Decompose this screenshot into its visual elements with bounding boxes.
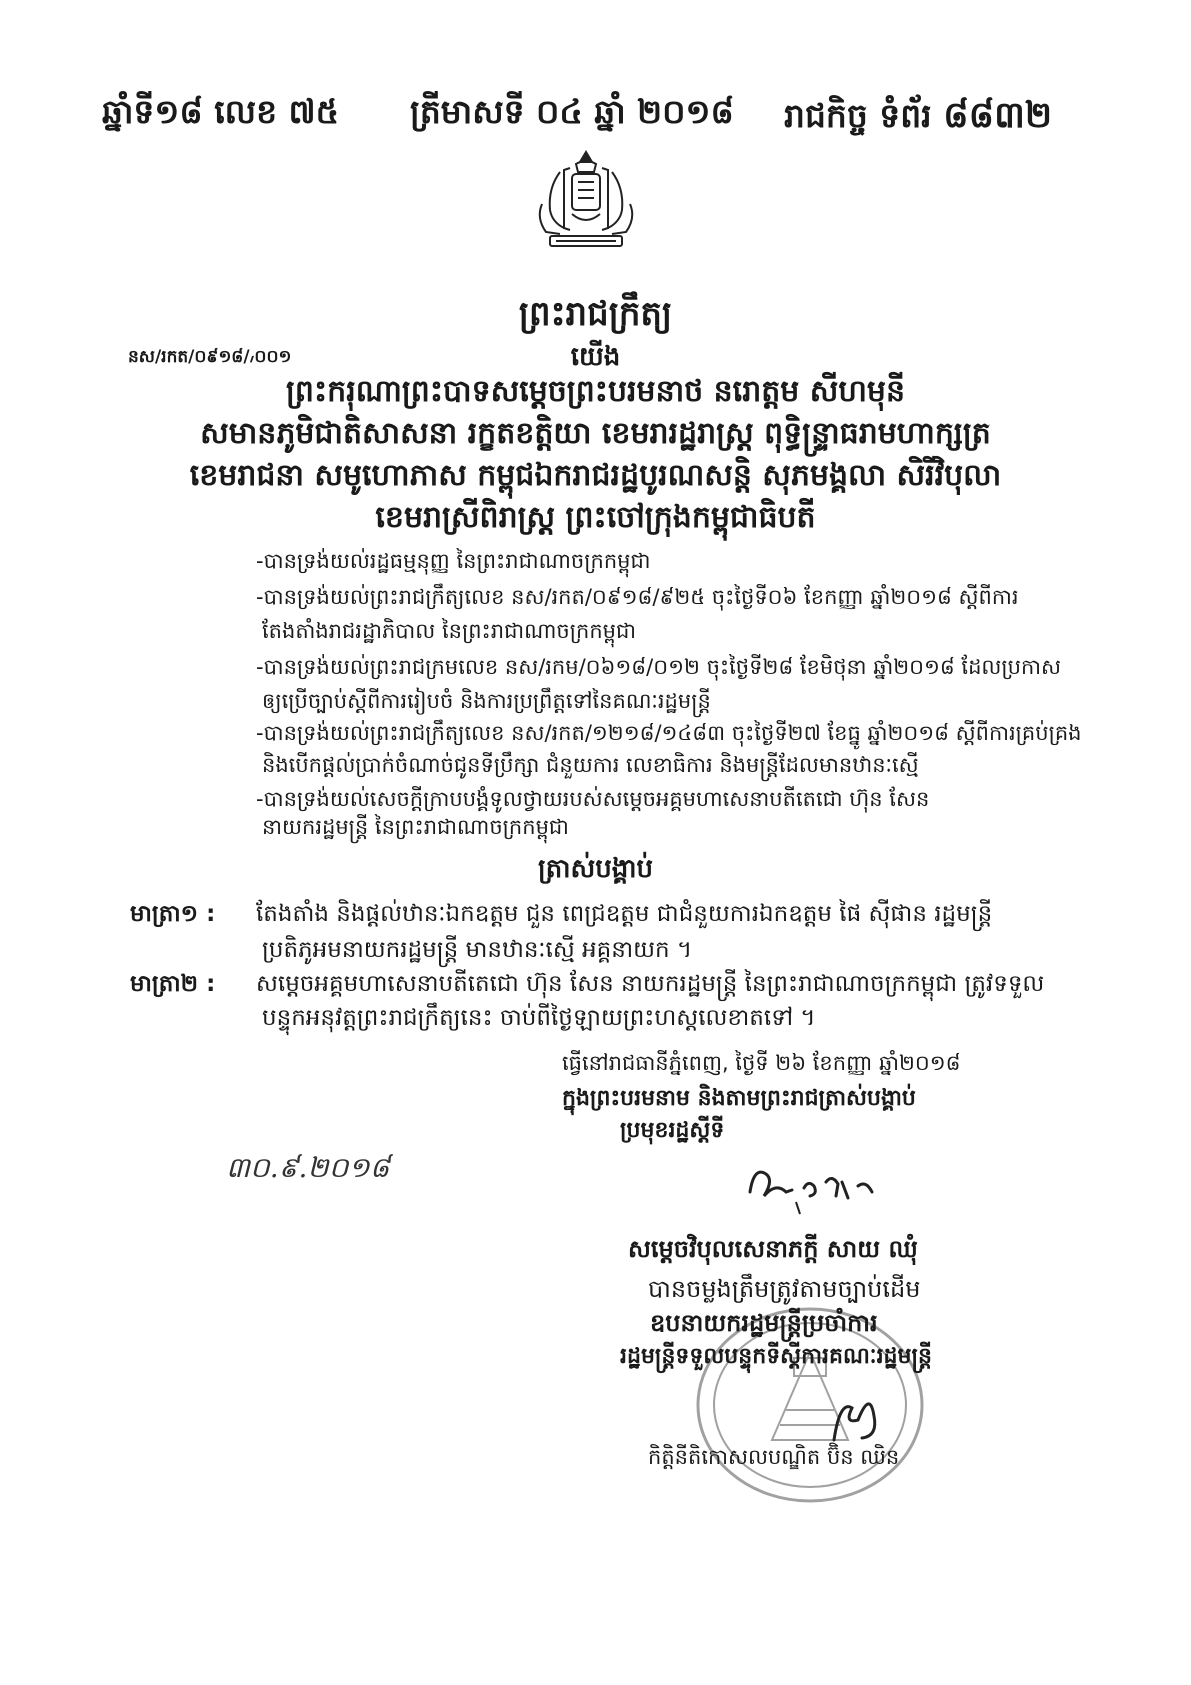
header-year-issue: ឆ្នាំទី១៨ លេខ ៧៥: [102, 92, 339, 131]
consideration-4-line-2: និងបើកផ្តល់ប្រាក់ចំណាច់ជូនទីប្រឹក្សា ជំនួយការ លេខាធិការ និងមន្ត្រីដែលមានឋានៈស្មើ: [262, 753, 919, 777]
header-quarter: ត្រីមាសទី ០៤ ឆ្នាំ ២០១៨: [410, 92, 734, 131]
decree-heading: ត្រាស់បង្គាប់: [537, 854, 654, 884]
consideration-2-line-2: តែងតាំងរាជរដ្ឋាភិបាល នៃព្រះរាជាណាចក្រកម្ពុជា: [262, 619, 636, 643]
minister-line: រដ្ឋមន្ត្រីទទួលបន្ទុកទីស្តីការគណៈរដ្ឋមន្ត្រី: [620, 1344, 933, 1369]
royal-authority-line-2: ប្រមុខរដ្ឋស្តីទី: [620, 1118, 725, 1143]
countersign-name: កិត្តិនីតិកោសលបណ្ឌិត ប៊ិន ឈិន: [648, 1445, 900, 1469]
article-2-label: មាត្រា២ :: [130, 971, 216, 997]
certified-copy-line: បានចម្លងត្រឹមត្រូវតាមច្បាប់ដើម: [648, 1275, 921, 1303]
signatory-name: សម្តេចវិបុលសេនាភក្តី សាយ ឈុំ: [628, 1235, 918, 1263]
issued-at: ធ្វើនៅរាជធានីភ្នំពេញ, ថ្ងៃទី ២៦ ខែកញ្ញា ឆ្នាំ២០១៨: [562, 1051, 961, 1075]
article-1-label: មាត្រា១ :: [130, 901, 216, 927]
consideration-4-line-1: -បានទ្រង់យល់ព្រះរាជក្រឹត្យលេខ នស/រកត/១២១៨/១៤៨៣ ចុះថ្ងៃទី២៧ ខែធ្នូ ឆ្នាំ២០១៨ ស្តីពីការគ្រប់គ្រង: [256, 721, 1082, 745]
consideration-5-line-1: -បានទ្រង់យល់សេចក្តីក្រាបបង្គំទូលថ្វាយរបស់សម្តេចអគ្គមហាសេនាបតីតេជោ ហ៊ុន សែន: [256, 787, 930, 811]
header-page-label: រាជកិច្ច ទំព័រ: [784, 96, 932, 135]
royal-authority-line-1: ក្នុងព្រះបរមនាម និងតាមព្រះរាជត្រាស់បង្គាប់: [562, 1086, 916, 1111]
king-title-line-1: ព្រះករុណាព្រះបាទសម្តេចព្រះបរមនាថ នរោត្តម សីហមុនី: [286, 374, 905, 409]
document-number: នស/រកត/០៩១៨/៸០០១: [128, 347, 292, 367]
consideration-2-line-1: -បានទ្រង់យល់ព្រះរាជក្រឹត្យលេខ នស/រកត/០៩១៨/៩២៥ ចុះថ្ងៃទី០៦ ខែកញ្ញា ឆ្នាំ២០១៨ ស្តីពីការ: [256, 585, 1019, 609]
header-gazette-page: [784, 92, 1052, 145]
signature-icon: [740, 1152, 890, 1216]
document-title: ព្រះរាជក្រឹត្យ: [518, 294, 673, 334]
king-title-line-2: សមានភូមិជាតិសាសនា រក្ខតខត្តិយា ខេមរារដ្ឋរាស្ត្រ ពុទ្ធិន្ទ្រាធរាមហាក្សត្រ: [200, 416, 991, 451]
article-1-line-2: ប្រតិភូអមនាយករដ្ឋមន្ត្រី មានឋានៈស្មើ អគ្គនាយក ។: [262, 937, 693, 963]
we-heading: យើង: [570, 342, 621, 372]
consideration-3-line-1: -បានទ្រង់យល់ព្រះរាជក្រមលេខ នស/រកម/០៦១៨/០១២ ចុះថ្ងៃទី២៨ ខែមិថុនា ឆ្នាំ២០១៨ ដែលប្រកាស: [256, 655, 1061, 679]
royal-arms-emblem-icon: [520, 148, 652, 260]
article-1-line-1: តែងតាំង និងផ្តល់ឋានៈឯកឧត្តម ជួន ពេជ្រឧត្តម ជាជំនួយការឯកឧត្តម ផៃ ស៊ីផាន រដ្ឋមន្ត្រី: [256, 901, 993, 927]
deputy-pm-line: ឧបនាយករដ្ឋមន្ត្រីប្រចាំការ: [650, 1309, 878, 1337]
header-page-number: ៨៨៣២: [943, 95, 1053, 136]
consideration-1-line-1: -បានទ្រង់យល់រដ្ឋធម្មនុញ្ញ នៃព្រះរាជាណាចក្រកម្ពុជា: [256, 549, 651, 573]
article-2-line-2: បន្ទុកអនុវត្តព្រះរាជក្រឹត្យនេះ ចាប់ពីថ្ងៃឡាយព្រះហស្តលេខាតទៅ ។: [262, 1005, 816, 1031]
consideration-5-line-2: នាយករដ្ឋមន្ត្រី នៃព្រះរាជាណាចក្រកម្ពុជា: [262, 815, 569, 839]
king-title-line-4: ខេមរាស្រីពិរាស្ត្រ ព្រះចៅក្រុងកម្ពុជាធិបតី: [375, 500, 816, 535]
countersign-signature-icon: [822, 1380, 892, 1450]
article-2-line-1: សម្តេចអគ្គមហាសេនាបតីតេជោ ហ៊ុន សែន នាយករដ្ឋមន្ត្រី នៃព្រះរាជាណាចក្រកម្ពុជា ត្រូវទទួល: [256, 971, 1045, 997]
consideration-3-line-2: ឲ្យប្រើច្បាប់ស្តីពីការរៀបចំ និងការប្រព្រឹត្តទៅនៃគណៈរដ្ឋមន្ត្រី: [262, 689, 711, 713]
handwritten-date: ៣០.៩.២០១៨: [226, 1151, 390, 1184]
king-title-line-3: ខេមរាជនា សមូហោភាស កម្ពុជឯករាជរដ្ឋបូរណសន្តិ សុភមង្គលា សិរីវិបុលា: [189, 458, 1002, 493]
